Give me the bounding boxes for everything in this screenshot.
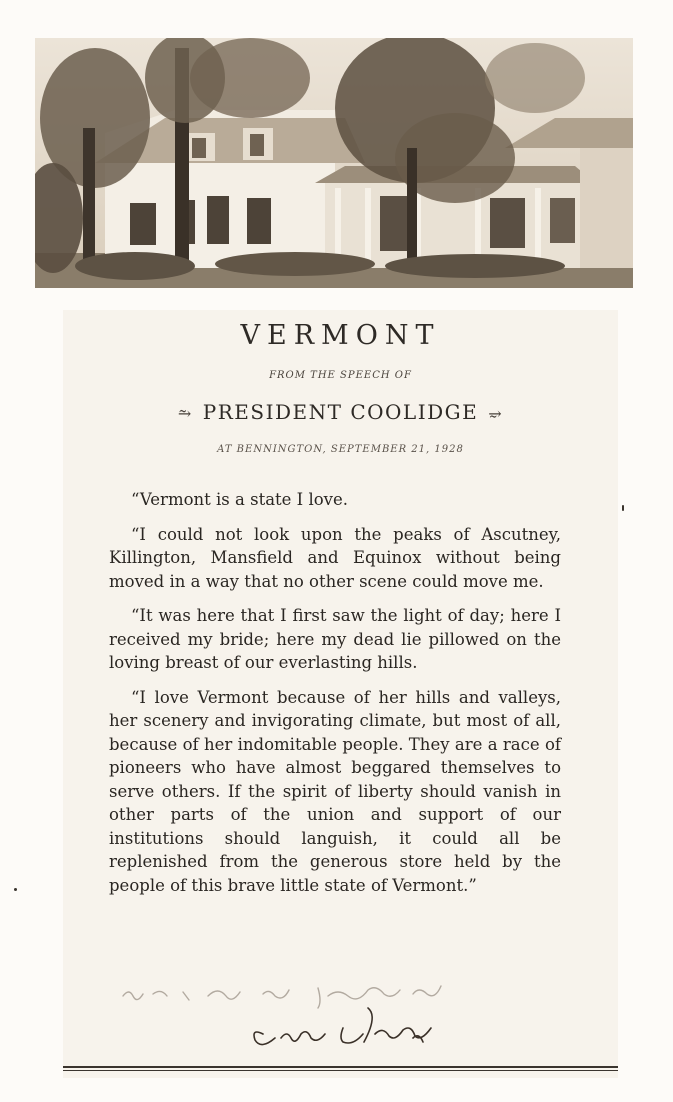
paragraph-2: “I could not look upon the peaks of Ascutney, Killington, Mansfield and Equinox without being moved in a way that no other scene could move me. bbox=[109, 524, 561, 591]
bottom-rule bbox=[63, 1066, 618, 1068]
document-title: VERMONT bbox=[240, 320, 441, 351]
speech-card bbox=[63, 310, 618, 1078]
left-ornament-icon: ⥲ bbox=[177, 404, 193, 423]
paragraph-4: “I love Vermont because of her hills and valleys, her scenery and invigorating climate, but most of all, because of her indomitable people. They are a race of pioneers who have almost beggared themselves to serve others. If the spirit of liberty should vanish in other parts of the union and support of our institutions should languish, it could all be replenished from the generous store held by the people of this brave little state of Vermont.” bbox=[109, 687, 561, 895]
paragraph-3: “It was here that I first saw the light of day; here I received my bride; here my dead lie pillowed on the loving breast of our everlasting hills. bbox=[109, 606, 561, 672]
bottom-rule-thin bbox=[63, 1070, 618, 1071]
handwritten-signature bbox=[113, 978, 573, 1058]
speech-text bbox=[109, 488, 561, 908]
location-date-line: AT BENNINGTON, SEPTEMBER 21, 1928 bbox=[217, 444, 464, 455]
house-photograph bbox=[35, 38, 633, 288]
speaker-name: PRESIDENT COOLIDGE bbox=[202, 400, 479, 424]
paragraph-1: “Vermont is a state I love. bbox=[131, 490, 348, 509]
from-line: FROM THE SPEECH OF bbox=[269, 370, 412, 381]
right-ornament-icon: ⥴ bbox=[488, 404, 504, 423]
speck bbox=[622, 505, 624, 511]
speaker-row bbox=[63, 400, 618, 424]
speck bbox=[14, 888, 17, 891]
